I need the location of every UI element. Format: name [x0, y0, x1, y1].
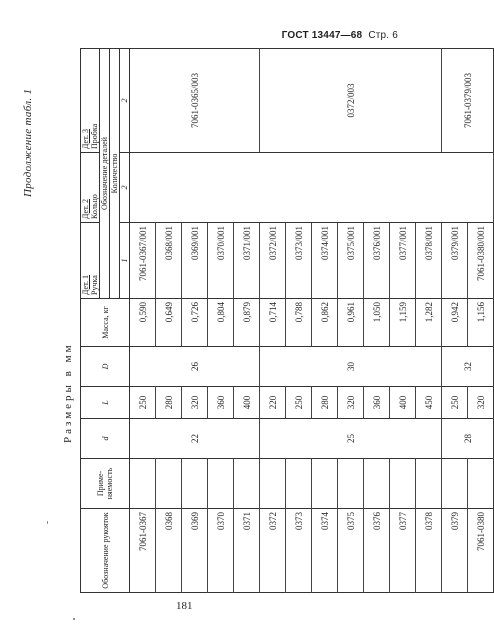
header-det3: Дет. 3 Пробка	[81, 49, 100, 153]
header-mass: Масса, кг	[81, 299, 130, 347]
table-row: 7061-0380 320 1,156 7061-0380/001	[468, 49, 494, 593]
sizes-title: Размеры в мм	[62, 342, 74, 443]
table-row: 0378 450 1,282 0378/001	[416, 49, 442, 593]
table-row: 0376 360 1,050 0376/001	[364, 49, 390, 593]
header-L: L	[81, 387, 130, 419]
scan-speck	[47, 521, 48, 524]
header-parts-designation: Обозначение деталей	[100, 49, 110, 299]
table-row: 0379 28 250 32 0,942 0379/001 7061-0379/003	[442, 49, 468, 593]
table-row: 0373 250 0,788 0373/001	[286, 49, 312, 593]
table-row: 7061-0367 22 250 26 0,590 7061-0367/001 7061-0365/003	[130, 49, 156, 593]
header-d: d	[81, 419, 130, 459]
rotated-table-block	[22, 49, 486, 593]
table-row: 0372 25 220 30 0,714 0372/001 0372/003	[260, 49, 286, 593]
header-quantity: Количество	[110, 49, 120, 299]
header-det2: Дет. 2 Кольцо	[81, 153, 100, 223]
table-row: 0377 400 1,159 0377/001	[390, 49, 416, 593]
table-row: 0371 400 0,879 0371/001	[234, 49, 260, 593]
table-row: 0374 280 0,862 0374/001	[312, 49, 338, 593]
scan-speck	[73, 618, 75, 620]
page-header	[282, 30, 398, 41]
header-q2: 2	[120, 153, 130, 223]
header-designation: Обозначение рукояток	[81, 509, 130, 593]
header-det1: Дет. 1 Ручка	[81, 223, 100, 299]
page-label: Стр. 6	[368, 30, 398, 41]
header-q3: 2	[120, 49, 130, 153]
header-applicability: Приме-няемость	[81, 459, 130, 509]
sizes-table	[80, 48, 494, 593]
header-D: D	[81, 347, 130, 387]
standard-code: ГОСТ 13447—68	[281, 30, 363, 41]
header-q1: 1	[120, 223, 130, 299]
table-row: 0370 360 0,804 0370/001	[208, 49, 234, 593]
table-row: 0368 280 0,649 0368/001	[156, 49, 182, 593]
page-number: 181	[176, 600, 193, 612]
continuation-label: Продолжение табл. 1	[22, 88, 34, 197]
table-row: 0369 320 0,726 0369/001	[182, 49, 208, 593]
table-row: 0375 320 0,961 0375/001	[338, 49, 364, 593]
